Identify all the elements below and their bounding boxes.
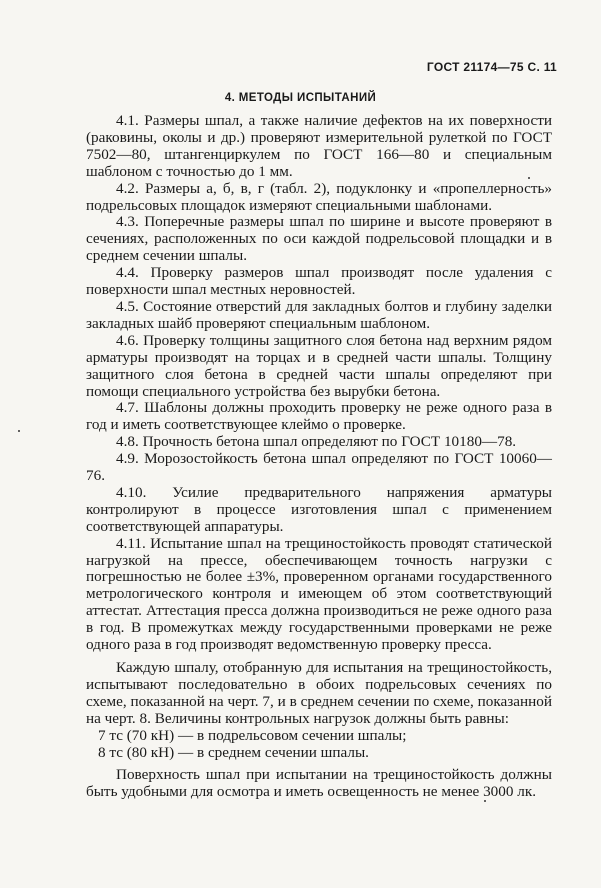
scan-speck bbox=[528, 177, 530, 179]
paragraph-4-1: 4.1. Размеры шпал, а также наличие дефектов на их поверхности (раковины, околы и др.) проверяют измерительной рулеткой по ГОСТ 7502—80, штангенциркулем по ГОСТ 166—80 и специальным шаблоном с точностью до 1 мм. bbox=[86, 112, 552, 180]
paragraph-4-9: 4.9. Морозостойкость бетона шпал определяют по ГОСТ 10060—76. bbox=[86, 450, 552, 485]
paragraph-4-11: 4.11. Испытание шпал на трещиностойкость проводят статической нагрузкой на прессе, обеспечивающем точность нагрузки с погрешностью не более ±3%, проверенном органами государственного метрологического контроля и имеющем об этом соответствующий аттестат. Аттестация пресса должна производиться не реже одного раза в год. В промежутках между государственными проверками не реже одного раза в год производят ведомственную проверку пресса. bbox=[86, 534, 552, 654]
paragraph-4-7: 4.7. Шаблоны должны проходить проверку не реже одного раза в год и иметь соответствующее клеймо о проверке. bbox=[86, 399, 552, 434]
paragraph-closing: Поверхность шпал при испытании на трещиностойкость должны быть удобными для осмотра и иметь освещенность не менее 3000 лк. bbox=[86, 766, 552, 801]
section-title: 4. МЕТОДЫ ИСПЫТАНИЙ bbox=[224, 92, 377, 104]
paragraph-4-6: 4.6. Проверку толщины защитного слоя бетона над верхним рядом арматуры производят на торцах и в средней части шпалы. Толщину защитного слоя бетона в средней части шпалы определяют при помощи специального устройства без вырубки бетона. bbox=[86, 331, 552, 400]
paragraph-4-8: 4.8. Прочность бетона шпал определяют по ГОСТ 10180—78. bbox=[116, 433, 517, 451]
paragraph-test-procedure: Каждую шпалу, отобранную для испытания на трещиностойкость, испытывают последовательно в обоих подрельсовых сечениях по схеме, показанной на черт. 7, и в среднем сечении по схеме, показанной на черт. 8. Величины контрольных нагрузок должны быть равны: bbox=[86, 659, 552, 727]
load-middle-section: 8 тс (80 кН) — в среднем сечении шпалы. bbox=[98, 743, 369, 761]
page-header: ГОСТ 21174—75 С. 11 bbox=[426, 60, 557, 74]
scan-speck bbox=[484, 800, 486, 802]
paragraph-4-4: 4.4. Проверку размеров шпал производят после удаления с поверхности шпал местных неровностей. bbox=[86, 264, 552, 299]
load-rail-section: 7 тс (70 кН) — в подрельсовом сечении шпалы; bbox=[98, 726, 407, 744]
scan-speck bbox=[18, 430, 20, 432]
paragraph-4-3: 4.3. Поперечные размеры шпал по ширине и высоте проверяют в сечениях, расположенных по оси каждой подрельсовой площадки и в среднем сечении шпалы. bbox=[86, 213, 552, 265]
paragraph-4-5: 4.5. Состояние отверстий для закладных болтов и глубину заделки закладных шайб проверяют специальным шаблоном. bbox=[86, 297, 552, 332]
paragraph-4-10: 4.10. Усилие предварительного напряжения арматуры контролируют в процессе изготовления шпал с применением соответствующей аппаратуры. bbox=[86, 483, 552, 535]
paragraph-4-2: 4.2. Размеры а, б, в, г (табл. 2), подуклонку и «пропеллерность» подрельсовых площадок измеряют специальными шаблонами. bbox=[86, 179, 552, 214]
document-body bbox=[86, 113, 552, 801]
